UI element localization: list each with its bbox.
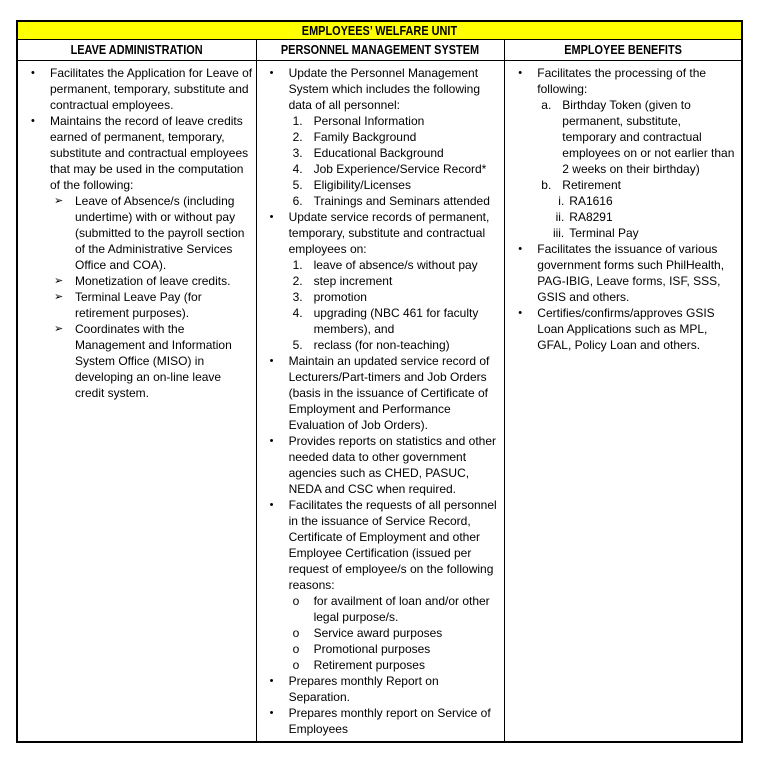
list-item-text: RA1616 xyxy=(569,194,613,208)
list-item-text: Certifies/confirms/approves GSIS Loan Applications such as MPL, GFAL, Policy Loan and others. xyxy=(537,306,715,352)
column-header-label: EMPLOYEE BENEFITS xyxy=(564,42,682,57)
bullet-icon: • xyxy=(31,67,35,79)
list-item xyxy=(257,129,502,145)
list-item xyxy=(505,241,738,305)
welfare-unit-table xyxy=(16,20,743,743)
number-label: 1. xyxy=(292,114,303,128)
list-item xyxy=(257,305,502,337)
list-item-text: Facilitates the requests of all personnel in the issuance of Service Record, Certificate of Employment and other Employee Certification (issued per request of employee/s on the following reasons: xyxy=(288,498,497,592)
list-item-text: upgrading (NBC 461 for faculty members), and xyxy=(313,306,479,336)
list-item xyxy=(257,161,502,177)
column-header-personnel-management-system xyxy=(257,40,506,60)
list-item-text: step increment xyxy=(313,274,393,288)
bullet-icon: • xyxy=(518,67,523,79)
bullet-icon: • xyxy=(269,707,274,719)
list-item xyxy=(505,97,738,177)
column-header-leave-administration xyxy=(18,40,257,60)
roman-label: iii. xyxy=(552,226,565,240)
list-item xyxy=(257,433,502,497)
list-item-text: Prepares monthly report on Service of Employees xyxy=(288,706,491,736)
list-item xyxy=(18,65,253,113)
list-item-text: RA8291 xyxy=(569,210,613,224)
column-cell xyxy=(257,61,506,741)
circle-bullet-icon: o xyxy=(292,658,300,672)
list-item-text: Prepares monthly Report on Separation. xyxy=(288,674,439,704)
column-header-label: LEAVE ADMINISTRATION xyxy=(70,42,203,57)
list-item xyxy=(257,209,502,257)
column-cell xyxy=(505,61,741,741)
column-cell xyxy=(18,61,257,741)
list-item xyxy=(257,353,502,433)
bullet-icon: • xyxy=(269,67,274,79)
list-item xyxy=(257,113,502,129)
roman-label: ii. xyxy=(555,210,565,224)
list-item-text: Coordinates with the Management and Information System Office (MISO) in developing an on-line leave credit system. xyxy=(75,322,232,400)
number-label: 6. xyxy=(292,194,303,208)
number-label: 2. xyxy=(292,130,303,144)
number-label: 1. xyxy=(292,258,303,272)
list-item-text: Maintains the record of leave credits earned of permanent, temporary, substitute and contractual employees that may be used in the computation of the following: xyxy=(50,114,249,192)
bullet-icon: • xyxy=(269,499,274,511)
number-label: 2. xyxy=(292,274,303,288)
list-item-text: Retirement purposes xyxy=(313,658,425,672)
list-item-text: Promotional purposes xyxy=(313,642,431,656)
list-item-text: leave of absence/s without pay xyxy=(313,258,478,272)
list-item xyxy=(505,177,738,193)
list-item xyxy=(257,257,502,273)
letter-label: b. xyxy=(541,178,552,192)
list-item-text: Update service records of permanent, temporary, substitute and contractual employees on: xyxy=(288,210,490,256)
list-item xyxy=(257,641,502,657)
table-title: EMPLOYEES’ WELFARE UNIT xyxy=(301,23,458,38)
list-item xyxy=(505,65,738,97)
number-label: 4. xyxy=(292,306,303,320)
list-item xyxy=(257,177,502,193)
number-label: 3. xyxy=(292,146,303,160)
roman-label: i. xyxy=(558,194,565,208)
bullet-icon: • xyxy=(269,435,274,447)
table-title-row xyxy=(18,22,741,40)
table-body-row xyxy=(18,61,741,741)
column-body xyxy=(257,65,502,737)
list-item xyxy=(18,113,253,193)
bullet-icon: • xyxy=(31,115,35,127)
list-item xyxy=(257,705,502,737)
list-item xyxy=(257,65,502,113)
number-label: 3. xyxy=(292,290,303,304)
arrow-bullet-icon: ➢ xyxy=(54,291,64,303)
letter-label: a. xyxy=(541,98,552,112)
list-item xyxy=(505,305,738,353)
list-item xyxy=(257,657,502,673)
list-item-text: Personal Information xyxy=(313,114,425,128)
list-item-text: Facilitates the Application for Leave of permanent, temporary, substitute and contractual employees. xyxy=(50,66,253,112)
column-header-label: PERSONNEL MANAGEMENT SYSTEM xyxy=(281,42,480,57)
list-item xyxy=(18,273,253,289)
table-header-row xyxy=(18,40,741,61)
list-item xyxy=(257,289,502,305)
number-label: 5. xyxy=(292,338,303,352)
arrow-bullet-icon: ➢ xyxy=(54,323,64,335)
list-item-text: Terminal Leave Pay (for retirement purposes). xyxy=(75,290,202,320)
list-item xyxy=(257,145,502,161)
column-body xyxy=(505,65,738,353)
circle-bullet-icon: o xyxy=(292,594,300,608)
list-item-text: Provides reports on statistics and other needed data to other government agencies such as CHED, PASUC, NEDA and CSC when required. xyxy=(288,434,497,496)
list-item xyxy=(257,273,502,289)
list-item-text: Facilitates the processing of the following: xyxy=(537,66,707,96)
list-item-text: for availment of loan and/or other legal purpose/s. xyxy=(313,594,490,624)
list-item-text: Job Experience/Service Record* xyxy=(313,162,487,176)
list-item-text: Eligibility/Licenses xyxy=(313,178,411,192)
list-item-text: Retirement xyxy=(562,178,621,192)
list-item-text: Birthday Token (given to permanent, substitute, temporary and contractual employees on or not earlier than 2 weeks on their birthday) xyxy=(562,98,735,176)
list-item-text: Educational Background xyxy=(313,146,444,160)
list-item xyxy=(18,321,253,401)
list-item xyxy=(257,673,502,705)
list-item xyxy=(505,193,738,209)
list-item-text: Monetization of leave credits. xyxy=(75,274,231,288)
list-item xyxy=(18,193,253,273)
list-item xyxy=(257,593,502,625)
bullet-icon: • xyxy=(269,675,274,687)
list-item-text: promotion xyxy=(313,290,367,304)
list-item xyxy=(257,337,502,353)
number-label: 5. xyxy=(292,178,303,192)
arrow-bullet-icon: ➢ xyxy=(54,195,64,207)
bullet-icon: • xyxy=(518,307,523,319)
list-item xyxy=(505,209,738,225)
list-item xyxy=(257,625,502,641)
bullet-icon: • xyxy=(518,243,523,255)
bullet-icon: • xyxy=(269,211,274,223)
number-label: 4. xyxy=(292,162,303,176)
list-item-text: Trainings and Seminars attended xyxy=(313,194,490,208)
list-item-text: Family Background xyxy=(313,130,417,144)
list-item xyxy=(257,193,502,209)
list-item-text: Maintain an updated service record of Lecturers/Part-timers and Job Orders (basis in the issuance of Certificate of Employment and Performance Evaluation of Job Orders). xyxy=(288,354,490,432)
list-item-text: Update the Personnel Management System which includes the following data of all personnel: xyxy=(288,66,481,112)
list-item xyxy=(18,289,253,321)
list-item-text: reclass (for non-teaching) xyxy=(313,338,450,352)
list-item-text: Service award purposes xyxy=(313,626,443,640)
bullet-icon: • xyxy=(269,355,274,367)
column-header-employee-benefits xyxy=(505,40,741,60)
circle-bullet-icon: o xyxy=(292,642,300,656)
list-item xyxy=(505,225,738,241)
list-item xyxy=(257,497,502,593)
list-item-text: Terminal Pay xyxy=(569,226,639,240)
arrow-bullet-icon: ➢ xyxy=(54,275,64,287)
list-item-text: Leave of Absence/s (including undertime) with or without pay (submitted to the payroll section of the Administrative Services Office and COA). xyxy=(75,194,245,272)
list-item-text: Facilitates the issuance of various government forms such PhilHealth, PAG-IBIG, Leave forms, ISF, SSS, GSIS and others. xyxy=(537,242,725,304)
circle-bullet-icon: o xyxy=(292,626,300,640)
column-body xyxy=(18,65,253,401)
